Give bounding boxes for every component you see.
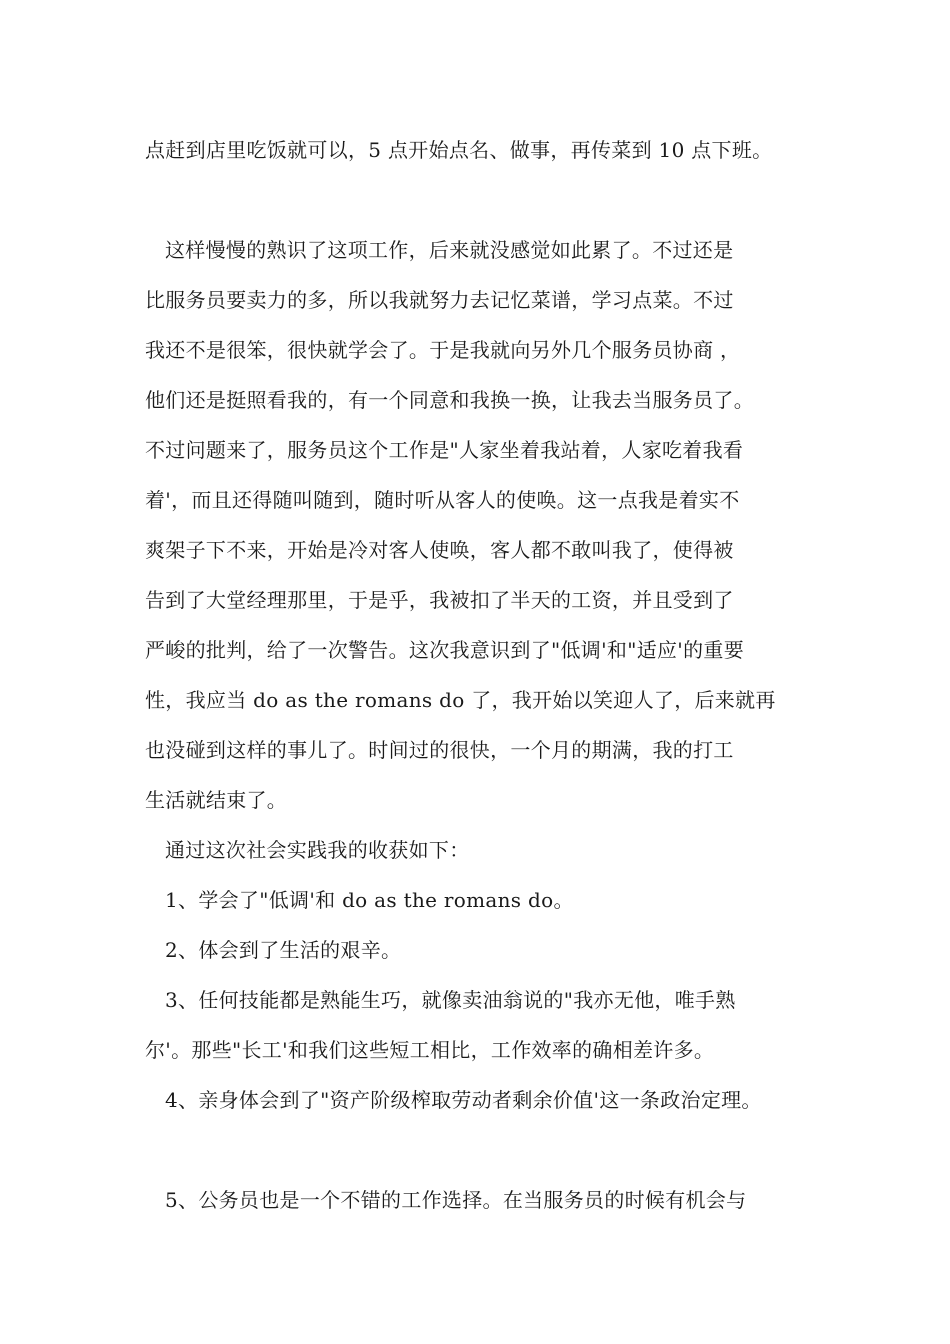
list-item: 2、体会到了生活的艰辛。	[165, 938, 402, 962]
paragraph-line: 我还不是很笨，很快就学会了。于是我就向另外几个服务员协商 ，	[145, 338, 741, 362]
list-item: 5、公务员也是一个不错的工作选择。在当服务员的时候有机会与	[165, 1188, 747, 1212]
paragraph-line: 他们还是挺照看我的，有一个同意和我换一换，让我去当服务员了。	[145, 388, 754, 412]
paragraph-line: 生活就结束了。	[145, 788, 288, 812]
paragraph-line: 通过这次社会实践我的收获如下：	[165, 838, 470, 862]
paragraph-line: 不过问题来了，服务员这个工作是"人家坐着我站着，人家吃着我看	[145, 438, 744, 462]
list-item: 1、学会了"低调'和 do as the romans do。	[165, 888, 574, 912]
list-item-continuation: 尔'。那些"长工'和我们这些短工相比，工作效率的确相差许多。	[145, 1038, 715, 1062]
paragraph-line: 告到了大堂经理那里，于是乎，我被扣了半天的工资，并且受到了	[145, 588, 734, 612]
paragraph-line: 这样慢慢的熟识了这项工作，后来就没感觉如此累了。不过还是	[165, 238, 734, 262]
paragraph-line: 性，我应当 do as the romans do 了，我开始以笑迎人了，后来就再	[145, 688, 776, 712]
paragraph-line: 爽架子下不来，开始是冷对客人使唤，客人都不敢叫我了，使得被	[145, 538, 734, 562]
paragraph-line: 比服务员要卖力的多，所以我就努力去记忆菜谱，学习点菜。不过	[145, 288, 734, 312]
paragraph-line: 也没碰到这样的事儿了。时间过的很快，一个月的期满，我的打工	[145, 738, 734, 762]
list-item: 4、亲身体会到了"资产阶级榨取劳动者剩余价值'这一条政治定理。	[165, 1088, 762, 1112]
paragraph-line: 点赶到店里吃饭就可以，5 点开始点名、做事，再传菜到 10 点下班。	[145, 138, 773, 162]
paragraph-line: 严峻的批判，给了一次警告。这次我意识到了"低调'和"适应'的重要	[145, 638, 744, 662]
paragraph-line: 着'，而且还得随叫随到，随时听从客人的使唤。这一点我是着实不	[145, 488, 740, 512]
list-item: 3、任何技能都是熟能生巧，就像卖油翁说的"我亦无他，唯手熟	[165, 988, 736, 1012]
